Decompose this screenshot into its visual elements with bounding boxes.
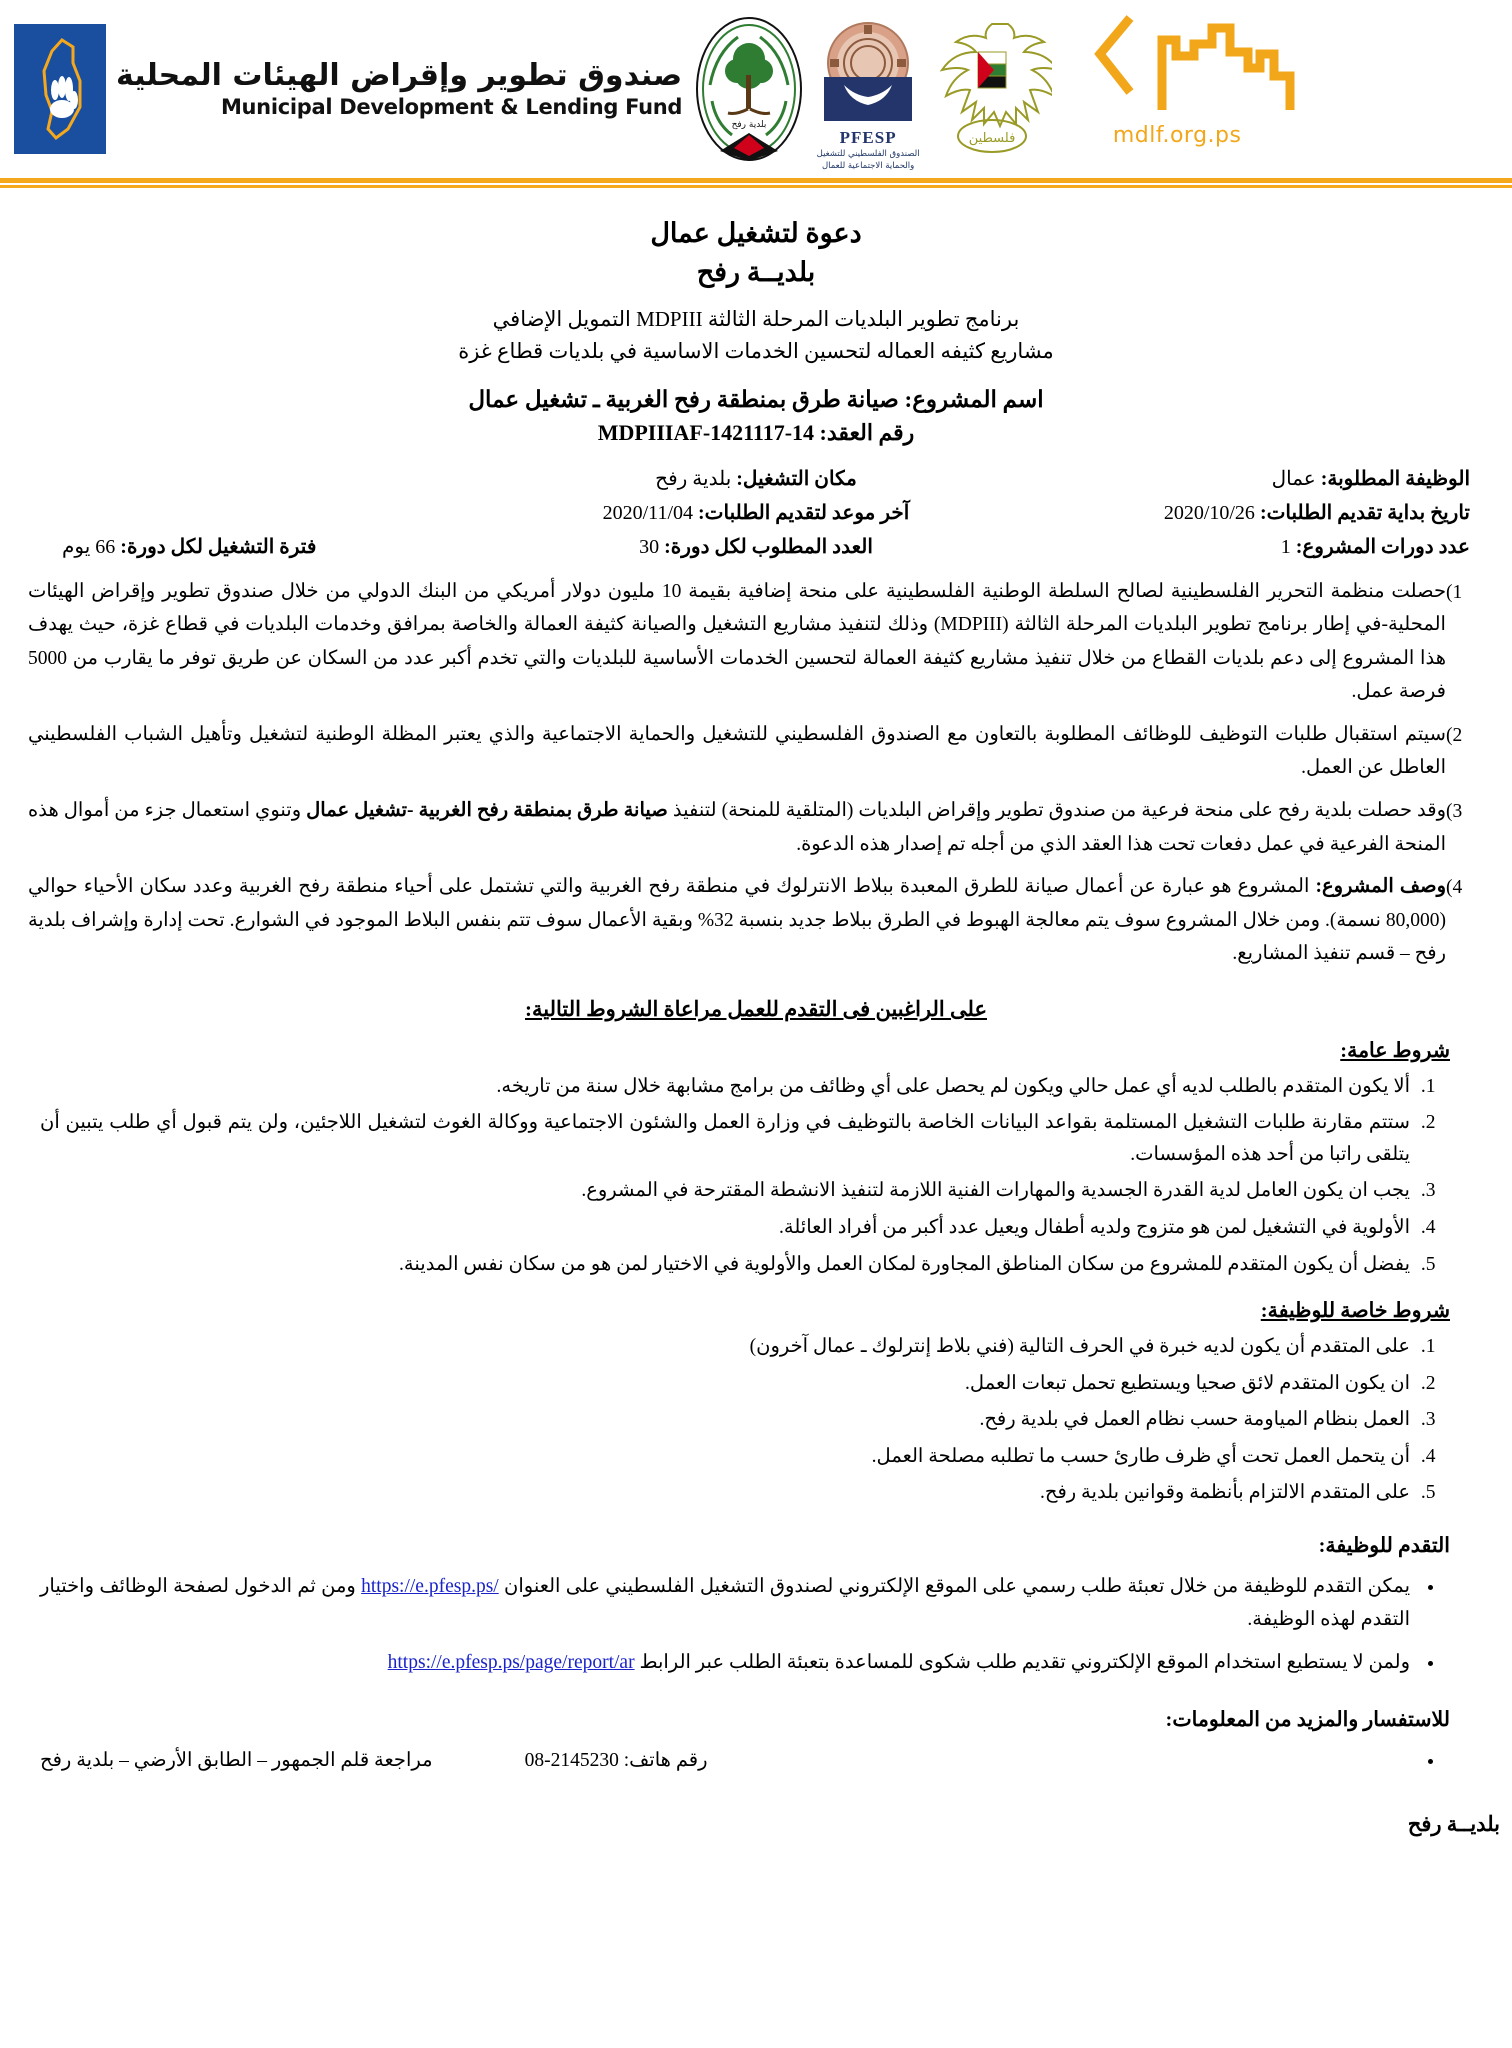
pfesp-caption: PFESP — [839, 128, 897, 147]
info-cycles-value: 1 — [1280, 535, 1291, 558]
body-paragraph — [28, 794, 1476, 861]
info-job-label: الوظيفة المطلوبة: — [1320, 467, 1470, 490]
palestine-eagle-emblem-icon — [932, 14, 1052, 164]
project-name-value: صيانة طرق بمنطقة رفح الغربية ـ تشغيل عمال — [468, 387, 899, 413]
info-deadline-value: 2020/11/04 — [602, 501, 693, 524]
special-condition-item: 3. العمل بنظام المياومة حسب نظام العمل في بلدية رفح. — [40, 1404, 1416, 1436]
info-duration — [42, 534, 518, 559]
program-subtitle — [0, 304, 1512, 367]
contact-list — [40, 1744, 1416, 1777]
info-place-label: مكان التشغيل: — [736, 467, 857, 490]
general-conditions-list — [40, 1071, 1416, 1280]
eagle-scroll-caption: فلسطين — [968, 131, 1016, 146]
body-paragraph-list — [28, 575, 1476, 971]
mdlf-url-text: mdlf.org.ps — [1112, 123, 1242, 148]
body-paragraph-number: 3) — [1446, 800, 1463, 822]
body-paragraph — [28, 718, 1476, 785]
contact-section-heading: للاستفسار والمزيد من المعلومات: — [1165, 1709, 1450, 1732]
contract-value: MDPIIIAF-1421117-14 — [597, 419, 815, 445]
general-condition-item: 3. يجب ان يكون العامل لدية القدرة الجسدية والمهارات الفنية اللازمة لتنفيذ الانشطة المقترحة في المشروع. — [40, 1175, 1416, 1207]
program-subtitle-line2: مشاريع كثيفه العماله لتحسين الخدمات الاساسية في بلديات قطاع غزة — [458, 338, 1054, 363]
mdlf-orgps-logo — [1052, 14, 1302, 164]
header-logo-bar — [0, 0, 1512, 178]
info-spacer-1 — [42, 466, 518, 491]
body-paragraph-number: 1) — [1446, 581, 1463, 603]
body-paragraph — [28, 575, 1476, 709]
special-condition-item: 1. على المتقدم أن يكون لديه خبرة في الحرف التالية (فني بلاط إنترلوك ـ عمال آخرون) — [40, 1331, 1416, 1363]
mdlf-wordmark-arabic: صندوق تطوير وإقراض الهيئات المحلية — [116, 57, 683, 93]
contact-row — [40, 1744, 1410, 1777]
palestine-map-hand-icon — [32, 37, 88, 141]
body-paragraph-text: وقد حصلت بلدية رفح على منحة فرعية من صندوق تطوير وإقراض البلديات (المتلقية للمنحة) لتنفيذ صيانة طرق بمنطقة رفح الغربية -تشغيل عمال وتنوي استعمال جزء من أموال هذه المنحة الفرعية في عمل دفعات تحت هذا العقد الذي من أجله تم إصدار هذه الدعوة. — [28, 799, 1446, 855]
info-deadline-label: آخر موعد لتقديم الطلبات: — [698, 501, 910, 524]
special-conditions-heading: شروط خاصة للوظيفة: — [1260, 1300, 1450, 1323]
pfesp-apply-link[interactable]: https://e.pfesp.ps/ — [361, 1575, 499, 1597]
page-title-line2: بلديــة رفح — [696, 257, 816, 288]
general-condition-item: 4. الأولوية في التشغيل لمن هو متزوج ولديه أطفال ويعيل عدد أكبر من أفراد العائلة. — [40, 1212, 1416, 1244]
body-paragraph-text: وصف المشروع: المشروع هو عبارة عن أعمال صيانة للطرق المعبدة ببلاط الانترلوك في منطقة رفح الغربية والتي تشتمل على أحياء منطقة رفح الغربية وعدد سكان الأحياء حوالي (80,000 نسمة). ومن خلال المشروع سوف يتم معالجة الهبوط في الطرق ببلاط جديد بنسبة 32% وبقية الأعمال سوف تتم بنفس البلاط الموجود في الشوارع. تحت إدارة وإشراف بلدية رفح – قسم تنفيذ المشاريع. — [28, 876, 1447, 965]
info-needed-label: العدد المطلوب لكل دورة: — [664, 535, 873, 558]
mdlf-wordmark-english: Municipal Development & Lending Fund — [220, 95, 683, 120]
pfesp-subcaption-line1: الصندوق الفلسطيني للتشغيل — [816, 149, 920, 159]
contact-office: • مراجعة قلم الجمهور – الطابق الأرضي – بلدية رفح — [40, 1750, 433, 1772]
job-info-grid — [42, 466, 1470, 559]
apply-instruction-item — [40, 1646, 1416, 1679]
body-paragraph-number: 2) — [1446, 724, 1463, 746]
info-cycles-label: عدد دورات المشروع: — [1295, 535, 1470, 558]
contract-number-line — [0, 420, 1512, 446]
general-condition-item: 2. ستتم مقارنة طلبات التشغيل المستلمة بقواعد البيانات الخاصة بالتوظيف في وزارة العمل والشئون الاجتماعية ووكالة الغوث لتشغيل اللاجئين، ولن يتم قبول أي طلب يتبين أن يتلقى راتبا من أحد هذه المؤسسات. — [40, 1107, 1416, 1170]
apply-item1-text: يمكن التقدم للوظيفة من خلال تعبئة طلب رسمي على الموقع الإلكتروني لصندوق التشغيل الفلسطيني على العنوان — [504, 1575, 1410, 1597]
info-spacer-2 — [42, 500, 518, 525]
info-start-date — [994, 500, 1470, 525]
program-subtitle-line1: برنامج تطوير البلديات المرحلة الثالثة MDPIII التمويل الإضافي — [492, 307, 1020, 332]
mdlf-blue-emblem — [14, 24, 106, 154]
info-deadline — [518, 500, 994, 525]
body-paragraph-text: حصلت منظمة التحرير الفلسطينية لصالح السلطة الوطنية الفلسطينية على منحة إضافية بقيمة 10 مليون دولار أمريكي من البنك الدولي من خلال صندوق تطوير وإقراض الهيئات المحلية-في إطار برنامج تطوير البلديات المرحلة الثالثة (MDPIII) وذلك لتنفيذ مشاريع التشغيل والصيانة كثيفة العمالة والخاصة بمرافق وخدمات البلديات في قطاع غزة، حيث يهدف هذا المشروع إلى دعم بلديات القطاع من خلال تنفيذ مشاريع كثيفة العمالة لتحسين الخدمات الأساسية للبلديات والتي تخدم أكبر عدد من السكان عن طريق توفر ما يقارب من 5000 فرصة عمل. — [28, 580, 1446, 703]
pfesp-subcaption-line2: والحماية الاجتماعية للعمال — [821, 160, 915, 171]
project-name-line — [0, 383, 1512, 418]
apply-section-heading: التقدم للوظيفة: — [1318, 1534, 1450, 1557]
info-duration-value: 66 يوم — [62, 535, 116, 558]
footer-signature: بلديــة رفح — [1407, 1811, 1500, 1836]
apply-item2-text: ولمن لا يستطيع استخدام الموقع الإلكتروني تقديم طلب شكوى للمساعدة بتعبئة الطلب عبر الرابط — [639, 1652, 1410, 1674]
mdlf-wordmark — [116, 57, 683, 120]
contract-label: رقم العقد: — [819, 419, 915, 445]
apply-instruction-item — [40, 1570, 1416, 1636]
info-job — [994, 466, 1470, 491]
contact-item — [40, 1744, 1416, 1777]
special-condition-item: 2. ان يكون المتقدم لائق صحيا ويستطيع تحمل تبعات العمل. — [40, 1368, 1416, 1400]
info-place — [518, 466, 994, 491]
info-cycles — [994, 534, 1470, 559]
apply-item1-text-after: ومن ثم الدخول لصفحة الوظائف واختيار التقدم لهذه الوظيفة. — [40, 1575, 1410, 1631]
document-title-block — [0, 214, 1512, 292]
body-paragraph — [28, 870, 1476, 971]
contact-phone-label: رقم هاتف: — [623, 1750, 708, 1772]
svg-text:بلدية رفح: بلدية رفح — [731, 120, 767, 130]
conditions-section-heading: على الراغبين فى التقدم للعمل مراعاة الشروط التالية: — [525, 996, 987, 1021]
project-name-label: اسم المشروع: — [904, 387, 1044, 413]
contact-phone — [525, 1744, 708, 1777]
info-start-value: 2020/10/26 — [1163, 501, 1255, 524]
info-place-value: بلدية رفح — [655, 467, 732, 490]
page-title-line1: دعوة لتشغيل عمال — [650, 218, 862, 248]
gold-divider-top-2 — [0, 185, 1512, 188]
special-condition-item: 5. على المتقدم الالتزام بأنظمة وقوانين بلدية رفح. — [40, 1477, 1416, 1509]
general-condition-item: 5. يفضل أن يكون المتقدم للمشروع من سكان المناطق المجاورة لمكان العمل والأولوية في الاختيار لمن هو من سكان نفس المدينة. — [40, 1249, 1416, 1281]
special-conditions-list — [40, 1331, 1416, 1509]
general-condition-item: 1. ألا يكون المتقدم بالطلب لديه أي عمل حالي ويكون لم يحصل على أي وظائف من برامج مشابهة خلال سنة من تاريخه. — [40, 1071, 1416, 1103]
general-conditions-heading: شروط عامة: — [1340, 1039, 1450, 1062]
pfesp-logo-icon — [814, 19, 922, 171]
rafah-municipality-seal-icon — [690, 15, 808, 163]
info-start-label: تاريخ بداية تقديم الطلبات: — [1259, 501, 1470, 524]
info-needed-value: 30 — [639, 535, 660, 558]
body-paragraph-text: سيتم استقبال طلبات التوظيف للوظائف المطلوبة بالتعاون مع الصندوق الفلسطيني للتشغيل والحماية الاجتماعية والذي يعتبر المظلة الوطنية لتشغيل وتأهيل الشباب الفلسطيني العاطل عن العمل. — [28, 723, 1446, 779]
body-paragraph-number: 4) — [1446, 877, 1463, 899]
info-needed — [518, 534, 994, 559]
apply-instructions-list — [40, 1570, 1416, 1679]
special-condition-item: 4. أن يتحمل العمل تحت أي ظرف طارئ حسب ما تطلبه مصلحة العمل. — [40, 1441, 1416, 1473]
mdlf-skyline-icon — [1052, 14, 1302, 124]
contact-phone-value: 08-2145230 — [524, 1750, 619, 1772]
pfesp-report-link[interactable]: https://e.pfesp.ps/page/report/ar — [387, 1652, 635, 1674]
info-job-value: عمال — [1271, 467, 1316, 490]
info-duration-label: فترة التشغيل لكل دورة: — [120, 535, 317, 558]
